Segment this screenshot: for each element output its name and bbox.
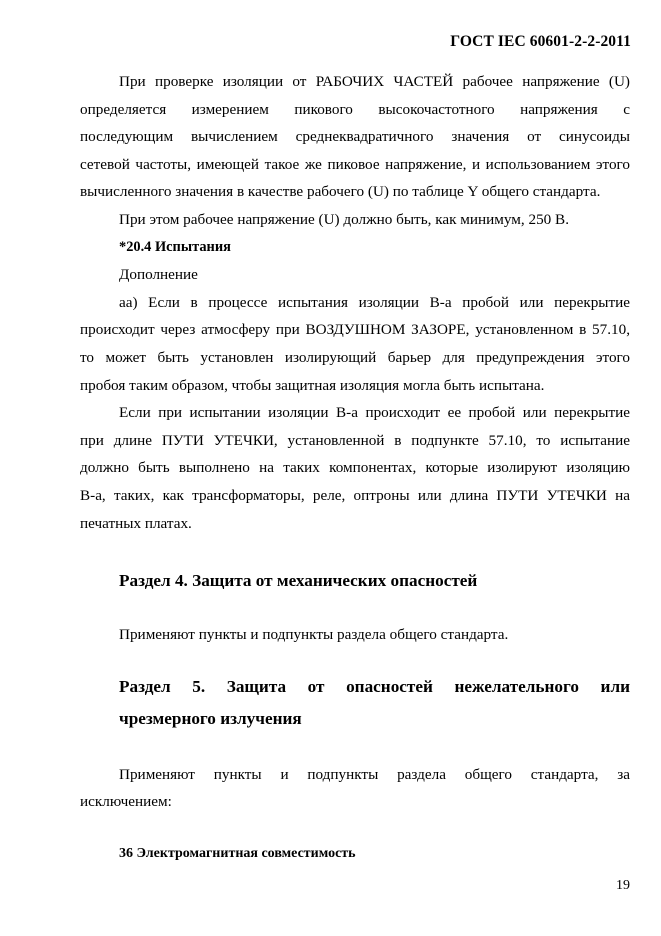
text-line: сетевой частоты, имеющей такое же пиковое напряжение, и использованием этого xyxy=(80,155,630,173)
page-body xyxy=(80,68,630,866)
text-line: аа) Если в процессе испытания изоляции В-а пробой или перекрытие xyxy=(119,293,630,311)
section-5-heading xyxy=(80,671,630,735)
paragraph-aa xyxy=(80,289,630,399)
paragraph-minimum-voltage: При этом рабочее напряжение (U) должно быть, как минимум, 250 В. xyxy=(119,210,569,228)
paragraph-creepage xyxy=(80,399,630,537)
document-header: ГОСТ IEC 60601-2-2-2011 xyxy=(450,33,631,50)
text-line: то может быть установлен изолирующий барьер для предупреждения этого xyxy=(80,348,630,366)
text-line: вычисленного значения в качестве рабочего (U) по таблице Y общего стандарта. xyxy=(80,183,601,201)
text-line: Если при испытании изоляции В-а происходит ее пробой или перекрытие xyxy=(119,404,630,422)
clause-36-heading: 36 Электромагнитная совместимость xyxy=(119,845,356,861)
text-line: При проверке изоляции от РАБОЧИХ ЧАСТЕЙ рабочее напряжение (U) xyxy=(119,73,630,90)
heading-line: Раздел 5. Защита от опасностей нежелательного или xyxy=(119,676,630,696)
text-line: В-а, таких, как трансформаторы, реле, оптроны или длина ПУТИ УТЕЧКИ на xyxy=(80,486,630,504)
text-line: исключением: xyxy=(80,793,172,811)
text-line: печатных платах. xyxy=(80,514,192,532)
text-line: Применяют пункты и подпункты раздела общего стандарта, за xyxy=(119,765,630,783)
text-line: пробоя таким образом, чтобы защитная изоляция могла быть испытана. xyxy=(80,376,545,394)
text-line: должно быть выполнено на таких компонентах, которые изолируют изоляцию xyxy=(80,459,630,477)
addition-label: Дополнение xyxy=(119,266,198,284)
text-line: последующим вычислением среднеквадратичного значения от синусоиды xyxy=(80,128,630,146)
clause-heading-20-4: *20.4 Испытания xyxy=(119,238,231,255)
text-line: определяется измерением пикового высокочастотного напряжения с xyxy=(80,100,630,118)
section-4-text: Применяют пункты и подпункты раздела общего стандарта. xyxy=(119,626,509,644)
text-line: при длине ПУТИ УТЕЧКИ, установленной в подпункте 57.10, то испытание xyxy=(80,431,630,449)
section-4-heading: Раздел 4. Защита от механических опасностей xyxy=(119,571,478,591)
paragraph-working-voltage xyxy=(80,68,630,206)
section-5-text xyxy=(80,761,630,816)
text-line: происходит через атмосферу при ВОЗДУШНОМ ЗАЗОРЕ, установленном в 57.10, xyxy=(80,321,630,339)
heading-line: чрезмерного излучения xyxy=(119,708,302,728)
page-number: 19 xyxy=(616,878,630,893)
